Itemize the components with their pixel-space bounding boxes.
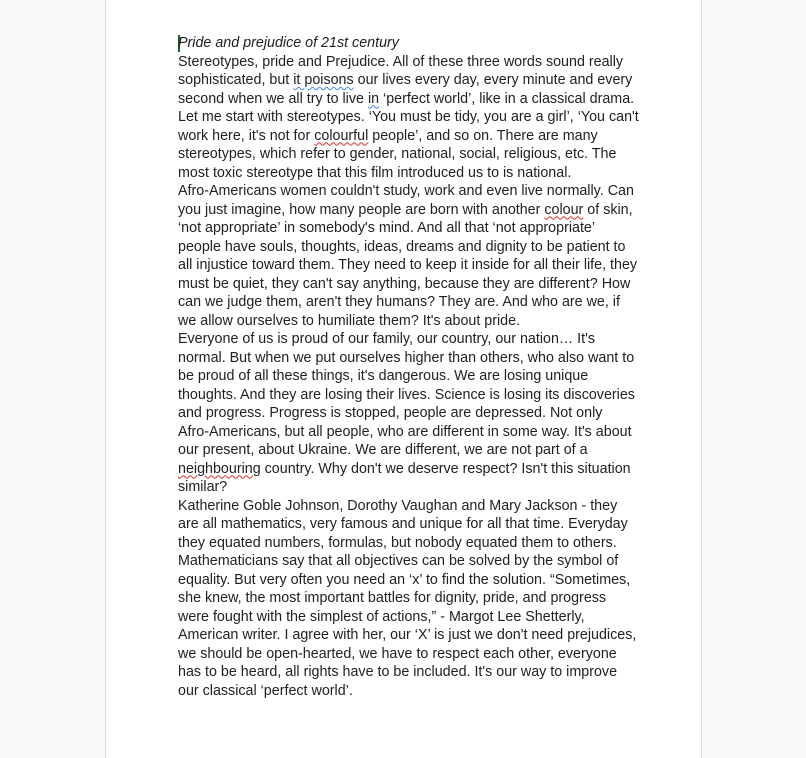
document-line: be proud of all these things, it's dangerous. We are losing unique [178,368,589,384]
document-line: equality. But very often you need an ‘x’ to find the solution. “Sometimes, [178,571,631,588]
document-line: we should be open-hearted, we have to respect each other, everyone [178,645,617,662]
spelling-flagged-word[interactable]: colourful [314,127,369,144]
document-line: thoughts. And they are losing their lives. Science is losing its discoveries [178,386,635,403]
document-title: Pride and prejudice of 21st century [178,35,399,51]
text-run: our lives every day, every minute and every [353,72,633,88]
document-line: they equated numbers, formulas, but nobody equated them to others. [178,534,617,551]
document-line: we allow ourselves to humiliate them? It's about pride. [178,312,521,329]
spelling-flagged-word[interactable]: neighbouring [178,460,261,477]
document-line [178,71,633,90]
document-line: she knew, the most important battles for dignity, pride, and progress [178,590,607,606]
document-line: are all mathematics, very famous and unique for all that time. Everyday [178,516,628,532]
document-line [178,90,633,109]
text-run: work here, it's not for [178,127,315,144]
text-run: second when we all try to live [178,90,368,107]
text-run: of skin, [583,201,633,218]
grammar-flagged-text[interactable]: it poisons [293,72,354,88]
document-line: Stereotypes, pride and Prejudice. All of these three words sound really [178,53,624,70]
document-line: stereotypes, which refer to gender, national, social, religious, etc. The [178,146,617,162]
document-body[interactable] [178,34,639,700]
document-line [178,460,633,479]
document-line: people have souls, thoughts, ideas, dreams and dignity to be patient to [178,238,626,255]
spelling-flagged-word[interactable]: colour [544,201,584,218]
document-line: Let me start with stereotypes. ‘You must be tidy, you are a girl’, ‘You can't [178,109,639,125]
grammar-flagged-text[interactable]: in [367,90,380,107]
document-line: Afro-Americans, but all people, who are different in some way. It's about [178,423,632,440]
document-line: our present, about Ukraine. We are different, we are not part of a [178,442,588,458]
document-line: Afro-Americans women couldn't study, work and even live normally. Can [178,183,634,199]
document-line: all injustice toward them. They need to keep it inside for all their life, they [178,257,638,273]
document-page[interactable] [105,0,702,758]
document-line: Katherine Goble Johnson, Dorothy Vaughan and Mary Jackson - they [178,497,618,514]
document-line: most toxic stereotype that this film introduced us to is national. [178,164,572,181]
document-line: and progress. Progress is stopped, people are depressed. Not only [178,405,603,421]
text-run: country. Why don't we deserve respect? Isn't this situation [260,460,631,477]
document-line: similar? [178,479,228,495]
document-line: can we judge them, aren't they humans? They are. And who are we, if [178,294,620,310]
document-line [178,201,633,220]
document-line: ‘not appropriate’ in somebody's mind. And all that ‘not appropriate’ [178,220,596,236]
text-run: you just imagine, how many people are born with another [178,201,545,218]
document-line: Mathematicians say that all objectives can be solved by the symbol of [178,553,619,569]
text-run: people’, and so on. There are many [368,127,598,144]
document-line: must be quiet, they can't say anything, because they are different? How [178,275,631,292]
document-line: normal. But when we put ourselves higher than others, who also want to [178,349,635,366]
document-line [178,127,633,146]
document-line: has to be heard, all rights have to be included. It's our way to improve [178,664,618,680]
document-line: American writer. I agree with her, our ‘X’ is just we don't need prejudices, [178,627,637,643]
document-line: were fought with the simplest of actions,” - Margot Lee Shetterly, [178,608,585,625]
document-line: Everyone of us is proud of our family, our country, our nation… It's [178,331,596,347]
text-run: ‘perfect world’, like in a classical drama. [379,90,635,107]
document-line: our classical ‘perfect world’. [178,682,353,699]
text-run: sophisticated, but [178,72,294,88]
